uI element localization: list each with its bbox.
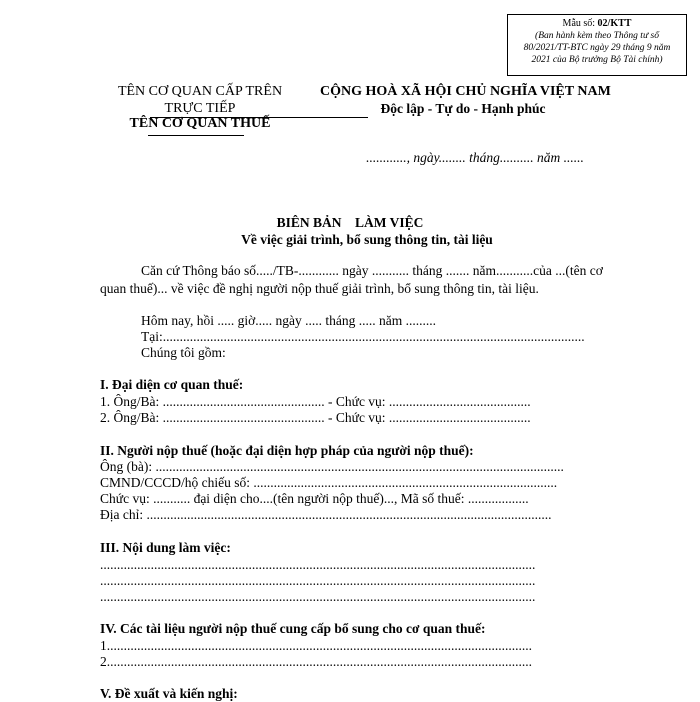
basis-line-2: quan thuế)... về việc đề nghị người nộp thuế giải trình, bổ sung thông tin, tài liệu. <box>100 281 539 296</box>
parent-agency-line-1: TÊN CƠ QUAN CẤP TRÊN <box>117 84 283 99</box>
form-note-line-1: (Ban hành kèm theo Thông tư số <box>535 31 659 41</box>
document-subtitle: Về việc giải trình, bổ sung thông tin, tài liệu <box>241 232 493 247</box>
section-3-row-3: ................................................................................................................................. <box>100 589 536 604</box>
section-1-row-2: 2. Ông/Bà: ................................................ - Chức vụ: .......................................... <box>100 410 531 425</box>
section-2-row-2: CMND/CCCD/hộ chiếu số: .......................................................................................... <box>100 475 558 490</box>
section-5-heading: V. Đề xuất và kiến nghị: <box>100 686 238 701</box>
parent-agency-line-2: TRỰC TIẾP <box>164 101 236 116</box>
nation-motto: Độc lập - Tự do - Hạnh phúc <box>380 101 546 116</box>
section-4-row-1: 1.............................................................................................................................. <box>100 638 532 653</box>
section-1-row-1: 1. Ông/Bà: ................................................ - Chức vụ: .......................................... <box>100 394 531 409</box>
meeting-time: Hôm nay, hồi ..... giờ..... ngày ..... tháng ..... năm ......... <box>141 313 436 328</box>
section-1-heading: I. Đại diện cơ quan thuế: <box>100 377 244 392</box>
section-2-row-1: Ông (bà): ......................................................................................................................... <box>100 459 564 474</box>
form-note-line-2: 80/2021/TT-BTC ngày 29 tháng 9 năm <box>523 43 671 53</box>
form-note-line-3: 2021 của Bộ trưởng Bộ Tài chính) <box>531 55 663 65</box>
form-code-box <box>507 14 687 76</box>
tax-agency-underline <box>148 135 244 136</box>
members-intro: Chúng tôi gồm: <box>141 345 226 360</box>
date-line: ............, ngày........ tháng.......... năm ...... <box>366 150 584 165</box>
tax-agency-name: TÊN CƠ QUAN THUẾ <box>129 116 271 131</box>
section-2-row-3: Chức vụ: ........... đại diện cho....(tên người nộp thuế)..., Mã số thuế: .................. <box>100 491 529 506</box>
section-3-heading: III. Nội dung làm việc: <box>100 540 231 555</box>
section-3-row-2: ................................................................................................................................. <box>100 573 536 588</box>
basis-line-1: Căn cứ Thông báo số...../TB-............ ngày ........... tháng ....... năm...........của ...(tên cơ <box>141 263 603 278</box>
form-code: Mẫu số: 02/KTT <box>562 18 632 29</box>
section-4-heading: IV. Các tài liệu người nộp thuế cung cấp bổ sung cho cơ quan thuế: <box>100 621 486 636</box>
section-2-row-4: Địa chỉ: ........................................................................................................................ <box>100 507 552 522</box>
section-3-row-1: ................................................................................................................................. <box>100 557 536 572</box>
section-2-heading: II. Người nộp thuế (hoặc đại diện hợp pháp của người nộp thuế): <box>100 443 474 458</box>
document-title: BIÊN BẢN LÀM VIỆC <box>276 215 424 230</box>
section-4-row-2: 2.............................................................................................................................. <box>100 654 532 669</box>
nation-title: CỘNG HOÀ XÃ HỘI CHỦ NGHĨA VIỆT NAM <box>320 84 611 99</box>
meeting-place: Tại:............................................................................................................................. <box>141 329 585 344</box>
